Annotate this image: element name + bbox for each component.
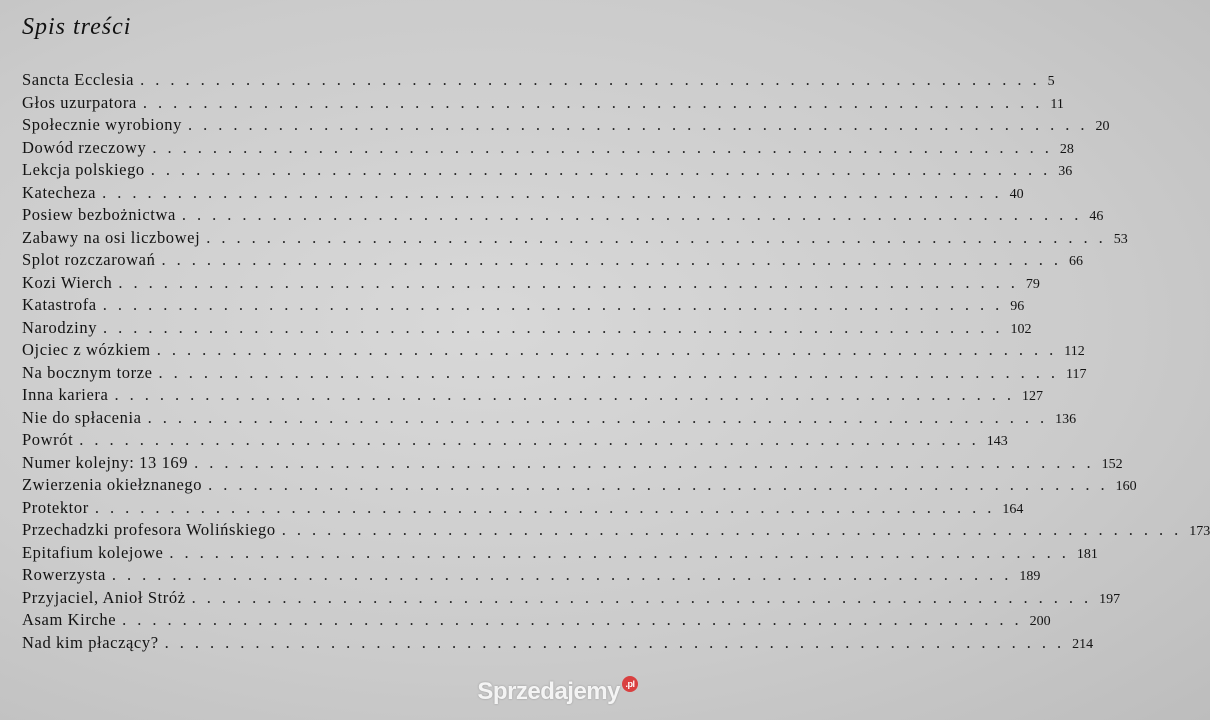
toc-entry-title: Narodziny bbox=[22, 317, 98, 337]
toc-entry-title: Inna kariera bbox=[22, 385, 109, 404]
toc-entry bbox=[22, 340, 1085, 363]
toc-entry bbox=[22, 227, 1128, 251]
toc-entry-page: 40 bbox=[1009, 186, 1024, 202]
toc-dot-leader: ............................................................ bbox=[181, 205, 1090, 224]
toc-entry-title: Posiew bezbożnictwa bbox=[22, 205, 176, 224]
toc-dot-leader: ............................................................ bbox=[103, 317, 1011, 337]
toc-entry-page: 181 bbox=[1076, 546, 1098, 562]
toc-entry-title: Przyjaciel, Anioł Stróż bbox=[22, 587, 186, 607]
toc-dot-leader: ............................................................ bbox=[208, 475, 1116, 494]
toc-entry-title: Katastrofa bbox=[22, 295, 97, 314]
toc-entry-title: Dowód rzeczowy bbox=[22, 137, 147, 157]
toc-entry-page: 20 bbox=[1095, 119, 1110, 134]
toc-dot-leader: ............................................................ bbox=[94, 497, 1003, 517]
toc-entry bbox=[22, 272, 1040, 296]
toc-entry-title: Numer kolejny: 13 169 bbox=[22, 452, 189, 472]
toc-entry-page: 53 bbox=[1113, 231, 1128, 247]
toc-entry-page: 200 bbox=[1029, 614, 1051, 629]
toc-entry-page: 164 bbox=[1002, 501, 1024, 517]
toc-dot-leader: ............................................................ bbox=[122, 610, 1030, 629]
toc-entry bbox=[22, 407, 1077, 431]
toc-entry bbox=[22, 542, 1098, 566]
toc-dot-leader: ............................................................ bbox=[161, 250, 1069, 269]
toc-entry-title: Nie do spłacenia bbox=[22, 407, 142, 427]
toc-dot-leader: ............................................................ bbox=[102, 295, 1011, 314]
toc-dot-leader: ............................................................ bbox=[79, 430, 987, 449]
toc-entry-page: 36 bbox=[1058, 164, 1073, 179]
toc-entry-page: 11 bbox=[1050, 96, 1064, 112]
toc-dot-leader: ............................................................ bbox=[164, 632, 1073, 652]
toc-entry-page: 79 bbox=[1025, 276, 1040, 292]
toc-entry-page: 214 bbox=[1072, 636, 1094, 652]
toc-entry bbox=[22, 362, 1087, 386]
toc-entry bbox=[22, 565, 1041, 588]
toc-entry-page: 96 bbox=[1010, 299, 1025, 314]
toc-dot-leader: ............................................................ bbox=[147, 407, 1056, 427]
toc-entry bbox=[22, 632, 1094, 656]
toc-entry bbox=[22, 295, 1025, 318]
watermark-logo bbox=[477, 678, 638, 706]
toc-entry-title: Na bocznym torze bbox=[22, 362, 153, 382]
table-of-contents bbox=[22, 70, 1210, 655]
toc-dot-leader: ............................................................ bbox=[156, 340, 1065, 359]
toc-entry-page: 160 bbox=[1115, 479, 1137, 494]
toc-entry-page: 173 bbox=[1189, 524, 1210, 539]
toc-entry bbox=[22, 385, 1043, 408]
toc-entry-title: Splot rozczarowań bbox=[22, 250, 156, 269]
toc-dot-leader: ............................................................ bbox=[150, 160, 1059, 179]
toc-entry-page: 189 bbox=[1019, 569, 1041, 584]
watermark-text: Sprzedajemy bbox=[477, 678, 620, 705]
toc-entry-title: Powrót bbox=[22, 430, 74, 449]
toc-entry-title: Przechadzki profesora Wolińskiego bbox=[22, 520, 276, 539]
toc-entry-title: Katecheza bbox=[22, 182, 97, 202]
toc-entry-title: Protektor bbox=[22, 497, 89, 517]
watermark-badge: .pl bbox=[622, 676, 638, 692]
toc-dot-leader: ............................................................ bbox=[281, 520, 1190, 539]
toc-dot-leader: ............................................................ bbox=[102, 182, 1010, 202]
toc-dot-leader: ............................................................ bbox=[169, 542, 1077, 562]
toc-entry bbox=[22, 520, 1210, 543]
page-title: Spis treści bbox=[22, 14, 132, 40]
toc-entry-title: Społecznie wyrobiony bbox=[22, 115, 183, 134]
toc-entry bbox=[22, 250, 1083, 273]
toc-entry-page: 28 bbox=[1059, 141, 1074, 157]
toc-entry-page: 5 bbox=[1047, 74, 1055, 89]
toc-dot-leader: ............................................................ bbox=[152, 137, 1060, 157]
toc-entry bbox=[22, 452, 1123, 476]
toc-entry-title: Lekcja polskiego bbox=[22, 160, 145, 179]
toc-entry bbox=[22, 497, 1024, 521]
toc-entry bbox=[22, 317, 1032, 341]
toc-entry-title: Ojciec z wózkiem bbox=[22, 340, 151, 359]
toc-entry bbox=[22, 92, 1064, 116]
toc-entry bbox=[22, 587, 1121, 611]
toc-entry-page: 46 bbox=[1089, 209, 1104, 224]
toc-dot-leader: ............................................................ bbox=[142, 92, 1051, 112]
toc-entry-title: Epitafium kolejowe bbox=[22, 542, 164, 562]
toc-entry bbox=[22, 182, 1024, 206]
toc-entry bbox=[22, 70, 1055, 93]
toc-dot-leader: ............................................................ bbox=[206, 227, 1114, 247]
toc-entry bbox=[22, 430, 1008, 453]
toc-entry-title: Kozi Wierch bbox=[22, 272, 113, 292]
toc-entry bbox=[22, 475, 1137, 498]
toc-entry bbox=[22, 115, 1110, 138]
toc-entry-title: Nad kim płaczący? bbox=[22, 632, 159, 652]
toc-entry-title: Zwierzenia okiełznanego bbox=[22, 475, 203, 494]
toc-dot-leader: ............................................................ bbox=[114, 385, 1022, 404]
toc-entry bbox=[22, 610, 1051, 633]
toc-entry-title: Głos uzurpatora bbox=[22, 92, 137, 112]
toc-dot-leader: ............................................................ bbox=[111, 565, 1020, 584]
toc-entry-title: Rowerzysta bbox=[22, 565, 106, 584]
toc-entry-page: 102 bbox=[1010, 321, 1032, 337]
toc-entry bbox=[22, 205, 1104, 228]
toc-dot-leader: ............................................................ bbox=[158, 362, 1067, 382]
toc-entry-page: 117 bbox=[1066, 366, 1087, 382]
toc-entry bbox=[22, 137, 1074, 161]
toc-entry-title: Zabawy na osi liczbowej bbox=[22, 227, 201, 247]
toc-entry-page: 112 bbox=[1064, 344, 1085, 359]
toc-entry-title: Sancta Ecclesia bbox=[22, 70, 135, 89]
toc-entry-page: 66 bbox=[1068, 254, 1083, 269]
toc-dot-leader: ............................................................ bbox=[194, 452, 1102, 472]
toc-entry-page: 127 bbox=[1021, 389, 1043, 404]
toc-dot-leader: ............................................................ bbox=[118, 272, 1026, 292]
toc-entry-page: 143 bbox=[986, 434, 1008, 449]
toc-dot-leader: ............................................................ bbox=[188, 115, 1096, 134]
toc-entry bbox=[22, 160, 1073, 183]
toc-entry-page: 136 bbox=[1055, 411, 1077, 427]
toc-dot-leader: ............................................................ bbox=[191, 587, 1100, 607]
toc-entry-page: 197 bbox=[1099, 591, 1121, 607]
toc-dot-leader: ............................................................ bbox=[140, 70, 1048, 89]
toc-entry-title: Asam Kirche bbox=[22, 610, 117, 629]
toc-entry-page: 152 bbox=[1101, 456, 1123, 472]
